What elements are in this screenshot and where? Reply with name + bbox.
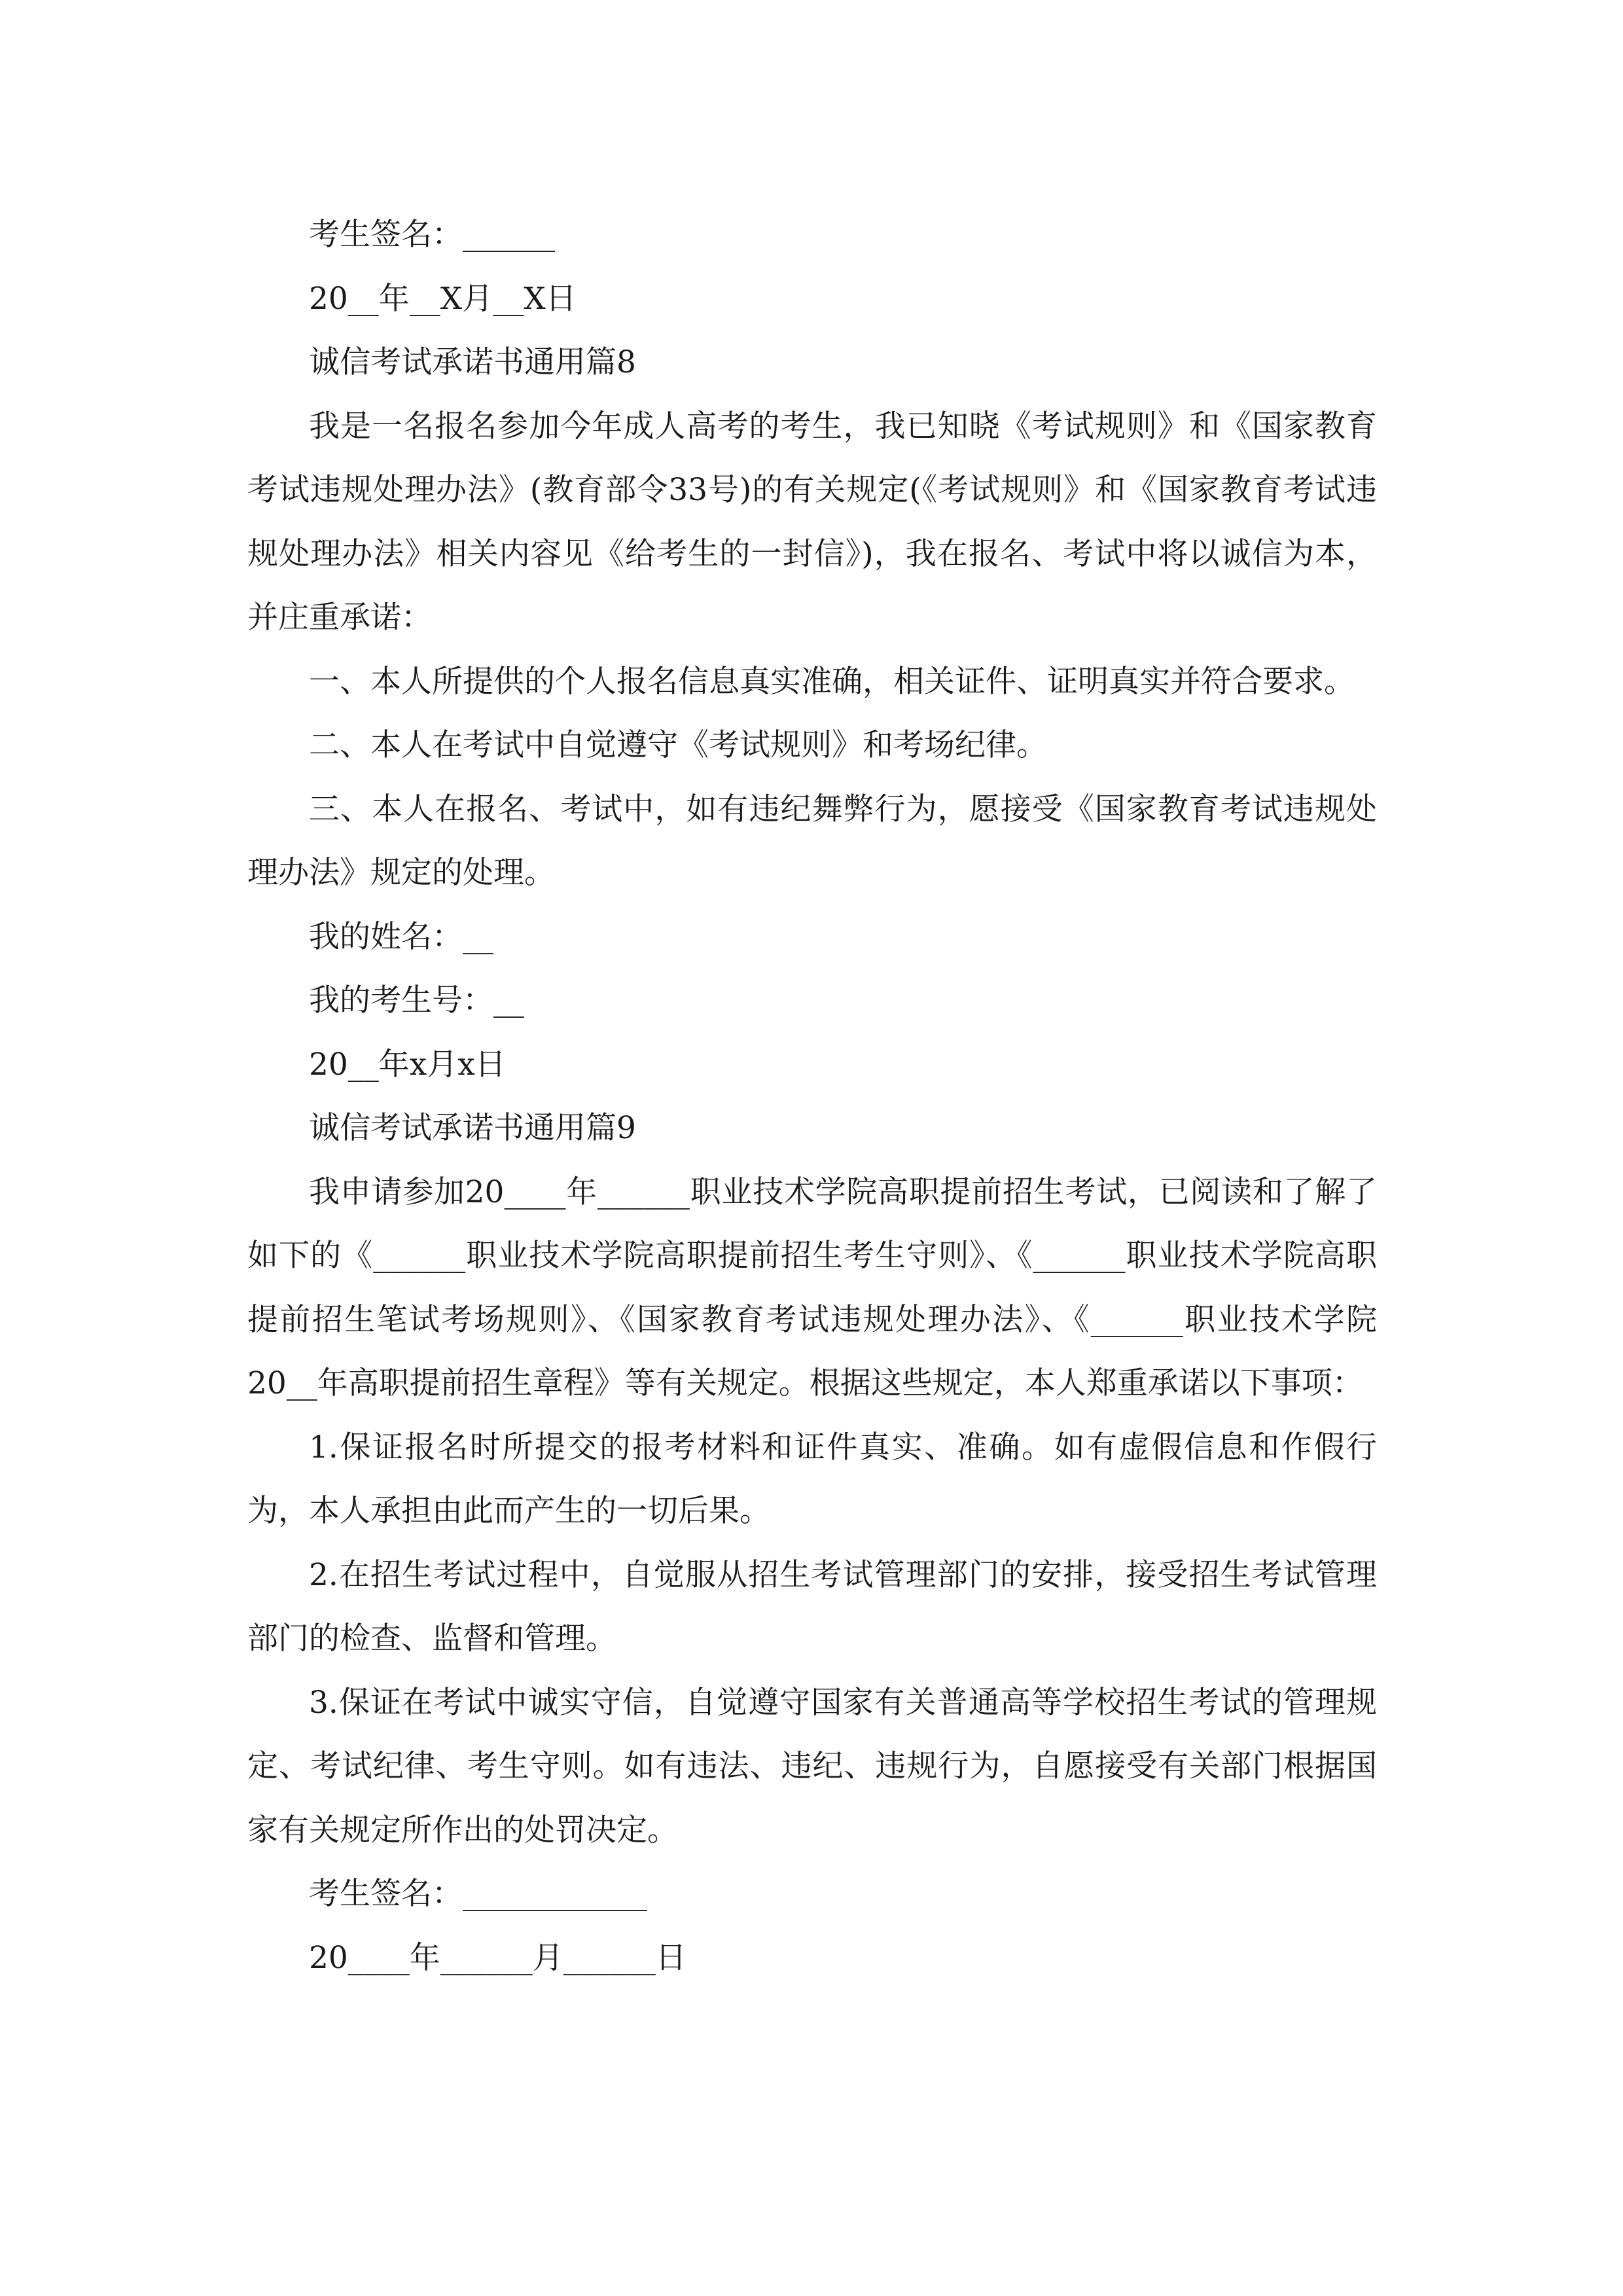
pledge-item: 1.保证报名时所提交的报考材料和证件真实、准确。如有虚假信息和作假行为，本人承担由此而产生的一切后果。 (247, 1429, 1377, 1529)
date-line: 20____年______月______日 (309, 1939, 687, 1976)
date-line: 20__年x月x日 (309, 1046, 506, 1083)
name-line: 我的姓名：__ (309, 918, 493, 955)
pledge-item: 三、本人在报名、考试中，如有违纪舞弊行为，愿接受《国家教育考试违规处理办法》规定的处理。 (247, 791, 1377, 891)
pledge-item: 一、本人所提供的个人报名信息真实准确，相关证件、证明真实并符合要求。 (309, 663, 1355, 700)
date-line: 20__年__X月__X日 (309, 280, 577, 317)
exam-number-line: 我的考生号：__ (309, 982, 524, 1018)
section-heading: 诚信考试承诺书通用篇8 (309, 344, 636, 380)
document-body (247, 203, 1377, 1990)
pledge-item: 2.在招生考试过程中，自觉服从招生考试管理部门的安排，接受招生考试管理部门的检查、监督和管理。 (247, 1556, 1377, 1657)
signature-line: 考生签名：____________ (309, 1876, 647, 1912)
pledge-item: 3.保证在考试中诚实守信，自觉遵守国家有关普通高等学校招生考试的管理规定、考试纪律、考生守则。如有违法、违纪、违规行为，自愿接受有关部门根据国家有关规定所作出的处罚决定。 (247, 1684, 1377, 1848)
section-heading: 诚信考试承诺书通用篇9 (309, 1110, 636, 1146)
body-paragraph: 我是一名报名参加今年成人高考的考生，我已知晓《考试规则》和《国家教育考试违规处理办法》(教育部令33号)的有关规定(《考试规则》和《国家教育考试违规处理办法》相关内容见《给考生的一封信》)，我在报名、考试中将以诚信为本，并庄重承诺： (247, 408, 1377, 636)
body-paragraph: 我申请参加20____年______职业技术学院高职提前招生考试，已阅读和了解了如下的《______职业技术学院高职提前招生考生守则》、《______职业技术学院高职提前招生笔试考场规则》、《国家教育考试违规处理办法》、《______职业技术学院20__年高职提前招生章程》等有关规定。根据这些规定，本人郑重承诺以下事项： (247, 1174, 1377, 1401)
signature-line: 考生签名：______ (309, 217, 555, 253)
pledge-item: 二、本人在考试中自觉遵守《考试规则》和考场纪律。 (309, 727, 1047, 763)
